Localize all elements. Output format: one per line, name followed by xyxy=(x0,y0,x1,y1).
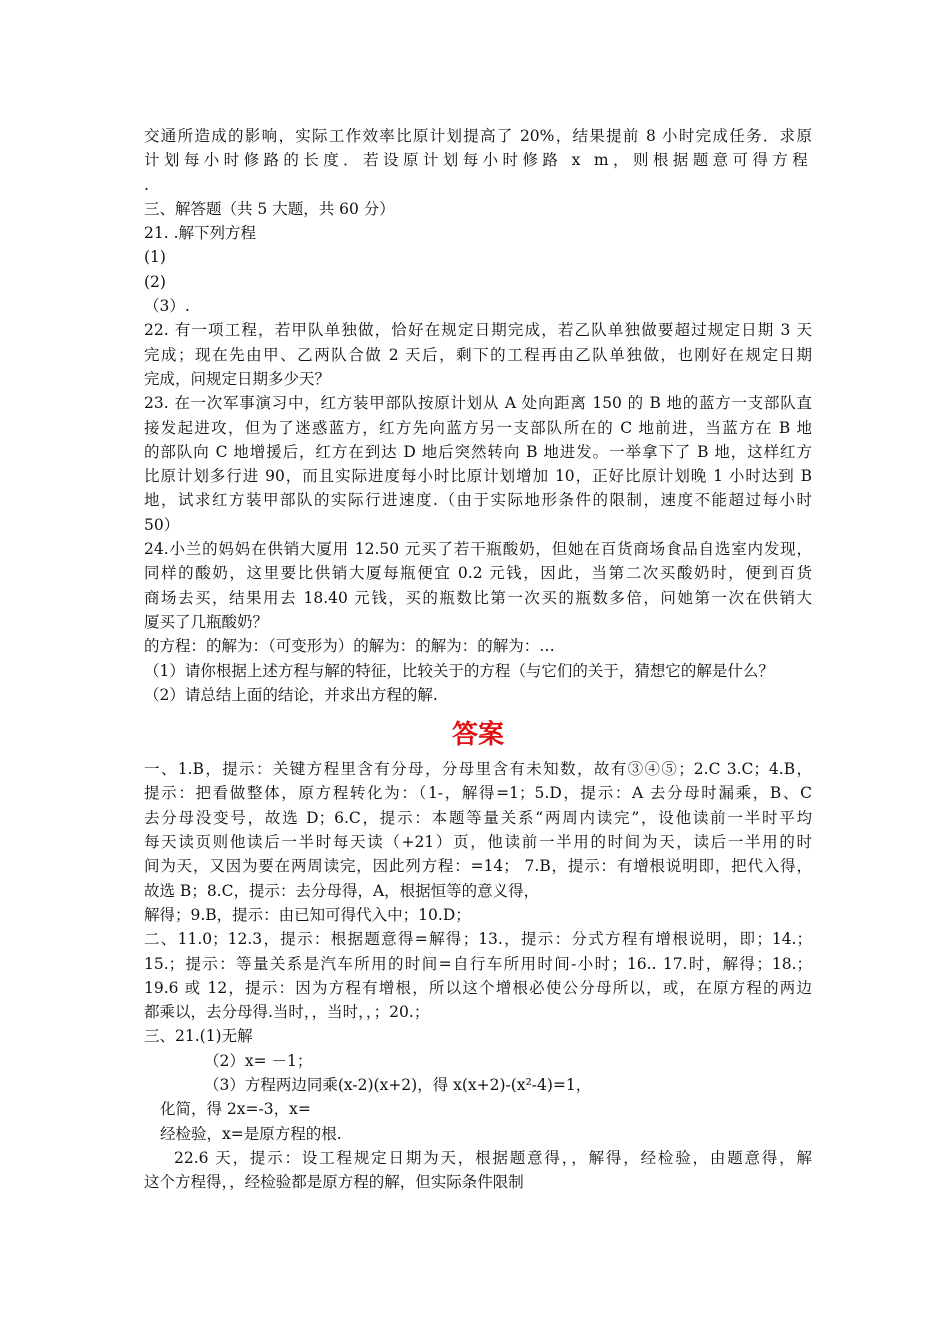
question-22-line: 22. 有一项工程，若甲队单独做，恰好在规定日期完成，若乙队单独做要超过规定日期 3 天 xyxy=(144,321,812,340)
question-21-part: (2) xyxy=(144,272,166,291)
answer-line: 19.6 或 12，提示：因为方程有增根，所以这个增根必使公分母所以，或，在原方程的两边 xyxy=(144,978,812,997)
answer-line: 解得；9.B，提示：由已知可得代入中；10.D； xyxy=(144,905,471,924)
text-line: . xyxy=(144,175,149,194)
question-21-part: （3）. xyxy=(144,297,190,316)
answer-line: 15.；提示：等量关系是汽车所用的时间=自行车所用时间-小时；16.. 17.时，解得；18.； xyxy=(144,954,812,973)
question-23-line: 接发起进攻，但为了迷惑蓝方，红方先向蓝方另一支部队所在的 C 地前进，当蓝方在 B 地 xyxy=(144,418,812,437)
question-25-line: 的方程：的解为：（可变形为）的解为：的解为：的解为：… xyxy=(144,637,555,656)
question-22-line: 完成；现在先由甲、乙两队合做 2 天后，剩下的工程再由乙队单独做，也刚好在规定日期 xyxy=(144,345,812,364)
question-24-line: 厦买了几瓶酸奶？ xyxy=(144,612,269,631)
answer-line: 故选 B；8.C，提示：去分母得，A，根据恒等的意义得， xyxy=(144,881,540,900)
question-22-line: 完成，问规定日期多少天？ xyxy=(144,369,331,388)
answer-line: 去分母没变号，故选 D；6.C，提示：本题等量关系“两周内读完”，设他读前一半时平均 xyxy=(144,808,812,827)
answer-line: 三、21.(1)无解 xyxy=(144,1027,253,1046)
question-21-stem: 21. .解下列方程 xyxy=(144,224,257,243)
question-23-line: 的部队向 C 地增援后，红方在到达 D 地后突然转向 B 地进发。一举拿下了 B 地，这样红方 xyxy=(144,442,812,461)
question-24-line: 同样的酸奶，这里要比供销大厦每瓶便宜 0.2 元钱，因此，当第二次买酸奶时，便到百货 xyxy=(144,564,812,583)
answer-line: （3）方程两边同乘(x-2)(x+2)，得 x(x+2)-(x²-4)=1， xyxy=(204,1075,592,1094)
question-23-line: 23. 在一次军事演习中，红方装甲部队按原计划从 A 处向距离 150 的 B 地的蓝方一支部队直 xyxy=(144,394,812,413)
answer-title: 答案 xyxy=(451,720,504,751)
answer-line: 一、1.B，提示：关键方程里含有分母，分母里含有未知数，故有③④⑤；2.C 3.C；4.B， xyxy=(144,760,812,779)
question-23-line: 50） xyxy=(144,515,180,534)
question-23-line: 比原计划多行进 90，而且实际进度每小时比原计划增加 10，正好比原计划晚 1 小时达到 B xyxy=(144,467,812,486)
answer-line: 提示：把看做整体，原方程转化为：（1-，解得=1；5.D，提示：A 去分母时漏乘，B、C xyxy=(144,784,812,803)
answer-line: 都乘以，去分母得.当时，，当时，，；20.； xyxy=(144,1003,430,1022)
answer-line: 每天读页则他读后一半时每天读（+21）页，他读前一半用的时间为天，读后一半用的时 xyxy=(144,833,812,852)
question-25-line: （1）请你根据上述方程与解的特征，比较关于的方程（与它们的关于，猜想它的解是什么？ xyxy=(144,661,774,680)
text-line: 计划每小时修路的长度．若设原计划每小时修路 x m，则根据题意可得方程 xyxy=(144,151,812,170)
question-21-part: (1) xyxy=(144,248,166,267)
text-line: 交通所造成的影响，实际工作效率比原计划提高了 20%，结果提前 8 小时完成任务．求原 xyxy=(144,127,812,145)
question-23-line: 地，试求红方装甲部队的实际行进速度.（由于实际地形条件的限制，速度不能超过每小时 xyxy=(144,491,812,510)
question-24-line: 24.小兰的妈妈在供销大厦用 12.50 元买了若干瓶酸奶，但她在百货商场食品自选室内发现， xyxy=(144,540,812,559)
answer-line: 化简，得 2x=-3，x= xyxy=(160,1100,311,1119)
answer-line: 二、11.0；12.3，提示：根据题意得=解得；13.，提示：分式方程有增根说明，即；14.； xyxy=(144,930,812,949)
document-page xyxy=(144,124,812,1194)
answer-line: 间为天，又因为要在两周读完，因此列方程：=14； 7.B，提示：有增根说明即，把代入得， xyxy=(144,857,812,876)
question-25-line: （2）请总结上面的结论，并求出方程的解. xyxy=(144,685,438,704)
answer-line: 经检验，x=是原方程的根. xyxy=(160,1124,342,1143)
question-24-line: 商场去买，结果用去 18.40 元钱，买的瓶数比第一次买的瓶数多倍，问她第一次在供销大 xyxy=(144,588,812,607)
answer-line: 22.6 天，提示：设工程规定日期为天，根据题意得，，解得，经检验，由题意得，解 xyxy=(174,1148,812,1167)
answer-line: 这个方程得，，经检验都是原方程的解，但实际条件限制 xyxy=(144,1173,524,1192)
section-header: 三、解答题（共 5 大题，共 60 分） xyxy=(144,199,395,218)
answer-line: （2）x= －1； xyxy=(204,1051,313,1070)
